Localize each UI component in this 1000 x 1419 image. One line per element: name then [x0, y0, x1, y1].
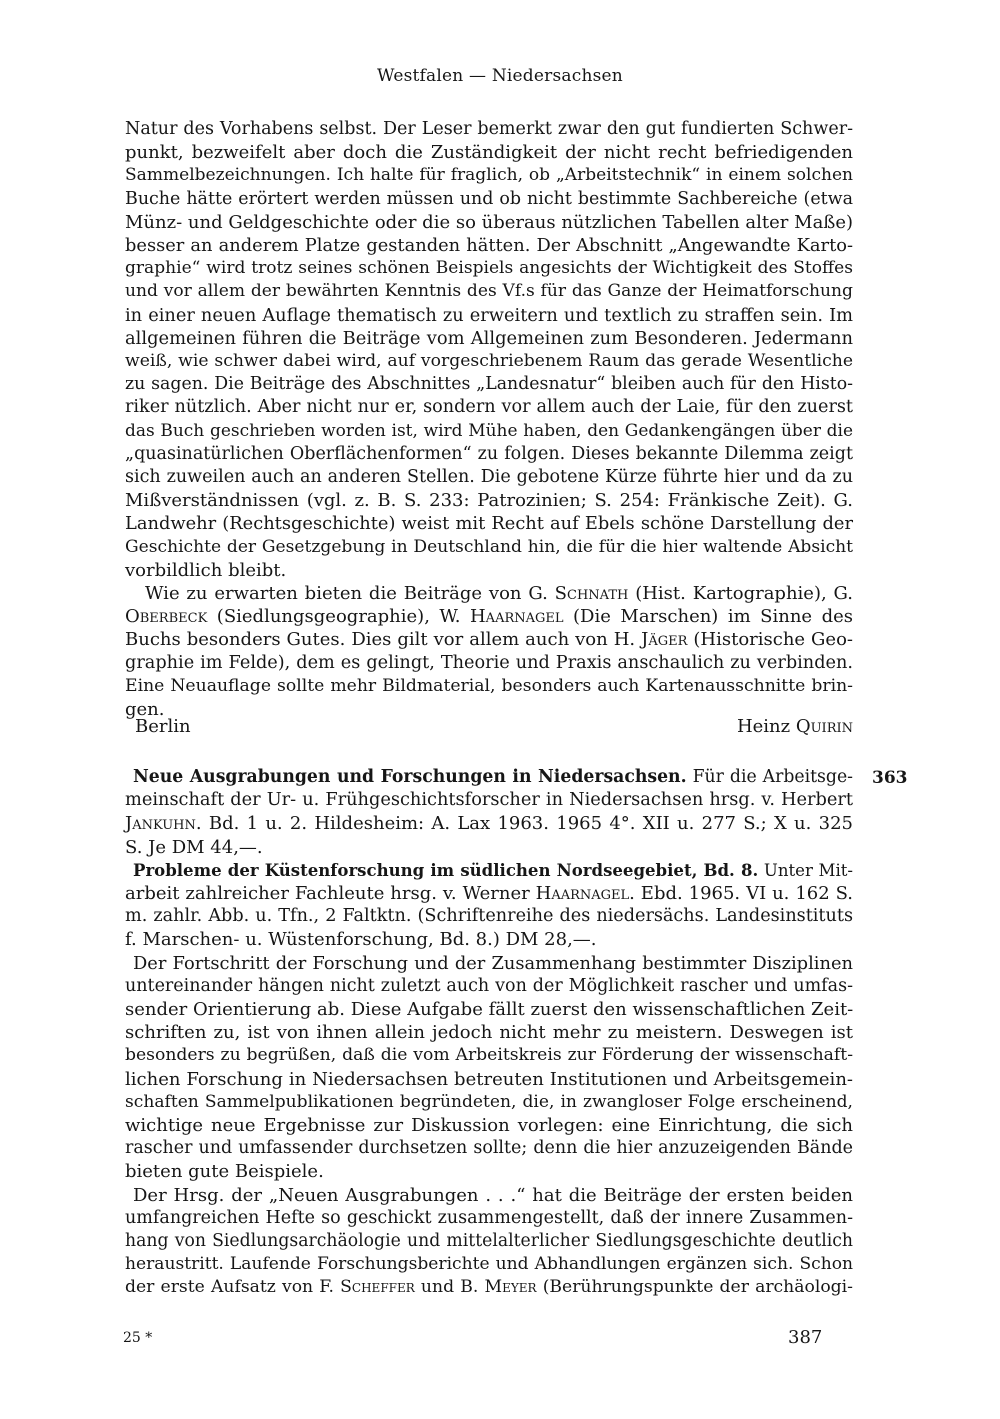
- bibliographic-entry: [125, 859, 853, 952]
- signature-reviewer: [737, 715, 853, 738]
- review-paragraph: [125, 582, 853, 721]
- text-run: (Berührungspunkte der archäologi-: [536, 1277, 853, 1298]
- text-line: [125, 628, 853, 651]
- text-run: (Siedlungsgeographie), W.: [207, 606, 470, 628]
- text-line: sender Orientierung ab. Diese Aufgabe fällt zuerst den wissenschaftlichen Zeit-: [125, 999, 854, 1021]
- review-paragraph: [125, 1184, 853, 1300]
- text-line: „quasinatürlichen Oberflächenformen“ zu folgen. Dieses bekannte Dilemma zeigt: [125, 443, 853, 464]
- text-line: Der Hrsg. der „Neuen Ausgrabungen . . .“ hat die Beiträge der ersten beiden: [133, 1184, 853, 1206]
- text-line: und vor allem der bewährten Kenntnis des Vf.s für das Ganze der Heimatforschung: [125, 281, 853, 302]
- text-line: sich zuweilen auch an anderen Stellen. Die gebotene Kürze führte hier und da zu: [125, 467, 853, 488]
- text-line: meinschaft der Ur- u. Frühgeschichtsforscher in Niedersachsen hrsg. v. Herbert: [125, 790, 853, 811]
- review-quirin: [125, 118, 853, 739]
- text-run: (Hist. Kartographie), G.: [628, 583, 853, 605]
- author-name: Quirin: [795, 716, 853, 738]
- page-number: 387: [788, 1327, 823, 1348]
- signature-city: Berlin: [135, 716, 191, 738]
- text-line: m. zahlr. Abb. u. Tfn., 2 Faltktn. (Schriftenreihe des niedersächs. Landesinstituts: [125, 906, 853, 927]
- text-run: Für die Arbeitsge-: [686, 767, 853, 787]
- text-line: [125, 605, 853, 628]
- text-run: Heinz: [736, 716, 796, 738]
- review-signature: [125, 715, 853, 739]
- text-run: Wie zu erwarten bieten die Beiträge von G.: [145, 583, 555, 605]
- text-line: lichen Forschung in Niedersachsen betreuten Institutionen und Arbeitsgemein-: [125, 1068, 853, 1090]
- review-niedersachsen: [125, 766, 853, 1300]
- text-run: (Historische Geo-: [687, 629, 854, 651]
- text-line: Buche hätte erörtert werden müssen und ob nicht bestimmte Sachbereiche (etwa: [125, 188, 853, 209]
- text-run: Buchs besonders Gutes. Dies gilt vor allem auch von H.: [125, 629, 642, 651]
- author-name: Jäger: [641, 629, 688, 651]
- bibliographic-entry: [125, 766, 853, 859]
- text-line: Sammelbezeichnungen. Ich halte für fraglich, ob „Arbeitstechnik“ in einem solchen: [125, 165, 853, 186]
- text-line: Mißverständnissen (vgl. z. B. S. 233: Patrozinien; S. 254: Fränkische Zeit). G.: [125, 490, 853, 512]
- text-line: f. Marschen- u. Wüstenforschung, Bd. 8.) DM 28,—.: [125, 929, 597, 951]
- signature-mark: 25 *: [123, 1330, 153, 1346]
- text-line: das Buch geschrieben worden ist, wird Mühe haben, den Gedankengängen über die: [125, 420, 853, 441]
- text-line: vorbildlich bleibt.: [125, 559, 287, 581]
- text-line: schriften zu, ist von ihnen allein jedoch nicht mehr zu meistern. Deswegen ist: [125, 1022, 853, 1044]
- text-line: allgemeinen führen die Beiträge vom Allgemeinen zum Besonderen. Jedermann: [125, 327, 853, 349]
- text-line: bieten gute Beispiele.: [125, 1161, 324, 1183]
- book-title: Probleme der Küstenforschung im südlichen Nordseegebiet, Bd. 8.: [133, 859, 759, 880]
- text-line: graphie im Felde), dem es gelingt, Theorie und Praxis anschaulich zu verbinden.: [125, 652, 853, 673]
- text-line: zu sagen. Die Beiträge des Abschnittes „Landesnatur“ bleiben auch für den Histo-: [125, 374, 853, 395]
- text-line: Der Fortschritt der Forschung und der Zusammenhang bestimmter Disziplinen: [133, 952, 853, 974]
- author-name: Jankuhn: [125, 813, 196, 835]
- text-line: riker nützlich. Aber nicht nur er, sondern vor allem auch der Laie, für den zuerst: [125, 397, 853, 418]
- text-line: heraustritt. Laufende Forschungsberichte und Abhandlungen ergänzen sich. Schon: [125, 1254, 853, 1275]
- book-title: Neue Ausgrabungen und Forschungen in Niedersachsen.: [133, 767, 687, 787]
- text-line: [125, 1276, 853, 1299]
- text-run: der erste Aufsatz von F.: [125, 1277, 341, 1298]
- text-line: [125, 766, 853, 789]
- text-line: S. Je DM 44,—.: [125, 836, 263, 858]
- review-paragraph: [125, 118, 853, 582]
- text-line: wichtige neue Ergebnisse zur Diskussion vorlegen: eine Einrichtung, die sich: [125, 1115, 853, 1137]
- author-name: Schnath: [554, 583, 629, 605]
- author-name: Haarnagel: [469, 606, 564, 628]
- text-line: graphie“ wird trotz seines schönen Beispiels angesichts der Wichtigkeit des Stoffes: [125, 258, 853, 279]
- text-run: arbeit zahlreicher Fachleute hrsg. v. Werner: [125, 883, 536, 905]
- author-name: Meyer: [484, 1277, 537, 1298]
- text-line: [125, 582, 853, 605]
- text-line: in einer neuen Auflage thematisch zu erweitern und textlich zu straffen sein. Im: [125, 304, 853, 326]
- text-line: punkt, bezweifelt aber doch die Zuständigkeit der nicht recht befriedigenden: [125, 142, 853, 164]
- text-line: weiß, wie schwer dabei wird, auf vorgeschriebenem Raum das gerade Wesentliche: [125, 351, 853, 372]
- text-line: Eine Neuauflage sollte mehr Bildmaterial, besonders auch Kartenausschnitte brin-: [125, 675, 853, 696]
- text-line: besonders zu begrüßen, daß die vom Arbeitskreis zur Förderung der wissenschaft-: [125, 1045, 853, 1066]
- text-line: [125, 812, 853, 835]
- text-line: hang von Siedlungsarchäologie und mittelalterlicher Siedlungsgeschichte deutlich: [125, 1231, 853, 1252]
- running-head: Westfalen — Niedersachsen: [377, 66, 623, 86]
- text-line: [125, 859, 853, 882]
- text-line: untereinander hängen nicht zuletzt auch von der Möglichkeit rascher und umfas-: [125, 975, 853, 996]
- text-line: Münz- und Geldgeschichte oder die so überaus nützlichen Tabellen alter Maße): [125, 211, 853, 233]
- text-line: umfangreichen Hefte so geschickt zusammengestellt, daß der innere Zusammen-: [125, 1207, 853, 1228]
- text-run: Unter Mit-: [758, 860, 853, 880]
- author-name: Scheffer: [340, 1277, 415, 1298]
- text-line: schaften Sammelpublikationen begründeten, die, in zwangloser Folge erscheinend,: [125, 1091, 853, 1112]
- review-paragraph: [125, 952, 853, 1184]
- text-line: Geschichte der Gesetzgebung in Deutschland hin, die für die hier waltende Absicht: [125, 536, 853, 557]
- text-run: und B.: [414, 1277, 485, 1298]
- text-line: Landwehr (Rechtsgeschichte) weist mit Recht auf Ebels schöne Darstellung der: [125, 513, 853, 535]
- author-name: Oberbeck: [125, 606, 208, 628]
- text-run: . Ebd. 1965. VI u. 162 S.: [629, 883, 853, 905]
- text-line: [125, 882, 853, 905]
- text-line: rascher und umfassender durchsetzen sollte; denn die hier anzuzeigenden Bände: [125, 1138, 853, 1159]
- text-line: Natur des Vorhabens selbst. Der Leser bemerkt zwar den gut fundierten Schwer-: [125, 119, 853, 139]
- text-line: besser an anderem Platze gestanden hätten. Der Abschnitt „Angewandte Karto-: [125, 235, 853, 257]
- text-line: gen.: [125, 699, 165, 721]
- text-run: (Die Marschen) im Sinne des: [563, 606, 853, 628]
- margin-entry-number: 363: [872, 768, 908, 788]
- text-run: . Bd. 1 u. 2. Hildesheim: A. Lax 1963. 1965 4°. XII u. 277 S.; X u. 325: [195, 813, 853, 835]
- author-name: Haarnagel: [535, 883, 630, 905]
